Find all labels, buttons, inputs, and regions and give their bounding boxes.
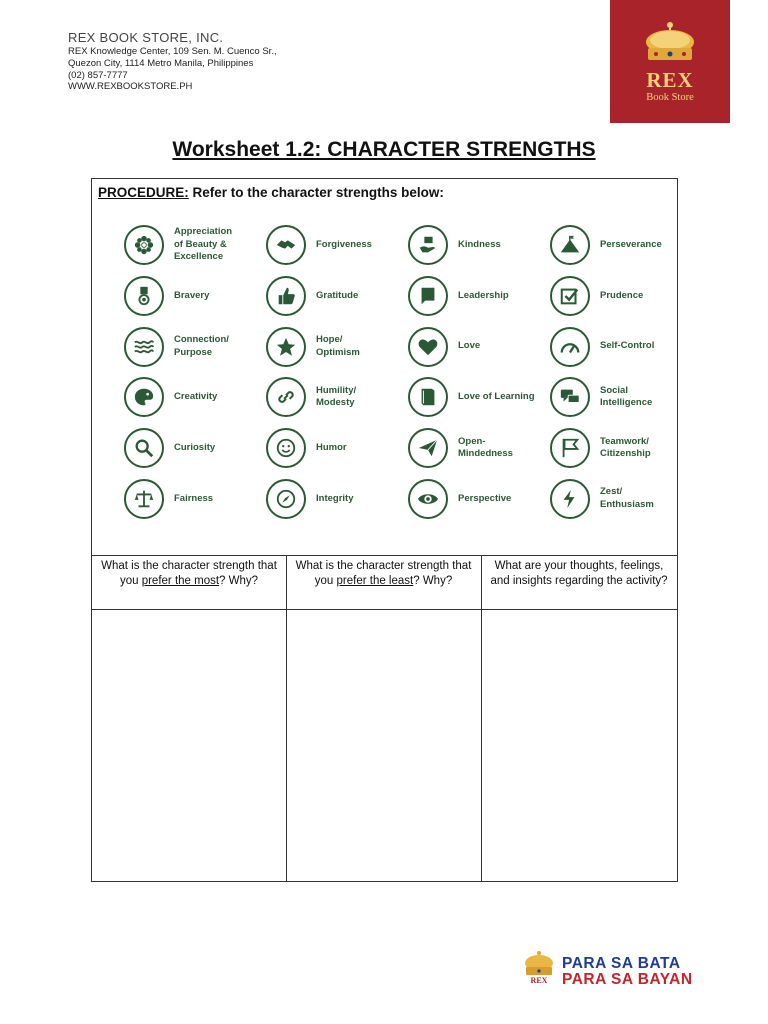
strength-item <box>550 221 692 269</box>
book-icon <box>408 377 448 417</box>
palette-icon <box>124 377 164 417</box>
strength-label: Integrity <box>316 492 354 504</box>
company-name: REX BOOK STORE, INC. <box>68 30 224 45</box>
strength-item <box>266 323 408 371</box>
strength-item <box>550 424 692 472</box>
eye-icon <box>408 479 448 519</box>
answer-thoughts-area[interactable] <box>482 610 677 882</box>
strength-item <box>124 373 266 421</box>
strength-item <box>266 272 408 320</box>
strength-item <box>550 272 692 320</box>
link-icon <box>266 377 306 417</box>
strength-label: Curiosity <box>174 441 216 453</box>
question-least-why: ? Why? <box>413 575 453 587</box>
gauge-icon <box>550 327 590 367</box>
slogan-line-1: PARA SA BATA <box>562 955 681 972</box>
flag-icon <box>408 276 448 316</box>
star-icon <box>266 327 306 367</box>
chat-bubbles-icon <box>550 377 590 417</box>
question-least-emphasis: prefer the least <box>336 575 414 587</box>
strength-item <box>408 221 550 269</box>
strength-item <box>408 373 550 421</box>
magnifier-icon <box>124 428 164 468</box>
company-info <box>68 30 368 93</box>
small-crown-icon <box>522 950 556 978</box>
question-least-text: What is the character strength that you <box>295 560 472 587</box>
strength-item <box>266 424 408 472</box>
procedure-text: Refer to the character strengths below: <box>188 185 444 200</box>
question-thoughts-text: What are your thoughts, feelings, and insights regarding the activity? <box>490 560 668 587</box>
procedure-label: PROCEDURE: <box>98 185 189 200</box>
worksheet-box <box>91 178 678 882</box>
mountain-icon <box>550 225 590 265</box>
strength-label: Forgiveness <box>316 238 372 250</box>
question-most-text: What is the character strength that you <box>101 560 277 587</box>
strength-label: Appreciation of Beauty & Excellence <box>174 226 233 263</box>
strength-label: Bravery <box>174 289 210 301</box>
strength-item <box>408 424 550 472</box>
strength-label: Fairness <box>174 492 214 504</box>
smiley-icon <box>266 428 306 468</box>
answer-least-area[interactable] <box>287 610 481 882</box>
strength-label: Kindness <box>458 238 501 250</box>
strength-label: Gratitude <box>316 289 359 301</box>
question-most-emphasis: prefer the most <box>141 575 220 587</box>
strength-label: Love of Learning <box>458 391 535 403</box>
strengths-row <box>124 475 684 526</box>
strength-item <box>124 272 266 320</box>
scales-icon <box>124 479 164 519</box>
question-thoughts <box>481 555 677 609</box>
company-address-1: REX Knowledge Center, 109 Sen. M. Cuenco Sr., <box>68 46 277 57</box>
strength-label: Perseverance <box>600 238 662 250</box>
question-most-why: ? Why? <box>219 575 259 587</box>
strength-label: Zest/ Enthusiasm <box>600 486 654 510</box>
handshake-icon <box>266 225 306 265</box>
strengths-row <box>124 424 684 475</box>
strength-item <box>124 424 266 472</box>
checkbox-icon <box>550 276 590 316</box>
strength-item <box>124 475 266 523</box>
question-least <box>286 555 481 609</box>
answer-most-area[interactable] <box>92 610 286 882</box>
procedure-heading <box>98 185 444 200</box>
company-address-2: Quezon City, 1114 Metro Manila, Philippines <box>68 57 254 69</box>
strength-label: Connection/ Purpose <box>174 334 229 358</box>
heart-icon <box>408 327 448 367</box>
paper-plane-icon <box>408 428 448 468</box>
strength-label: Humility/ Modesty <box>316 384 357 409</box>
lightning-icon <box>550 479 590 519</box>
strength-item <box>124 323 266 371</box>
medal-icon <box>124 276 164 316</box>
compass-icon <box>266 479 306 519</box>
waves-icon <box>124 327 164 367</box>
worksheet-title: Worksheet 1.2: CHARACTER STRENGTHS <box>172 138 596 161</box>
strength-item <box>124 221 266 269</box>
strength-item <box>408 323 550 371</box>
strength-item <box>550 475 692 523</box>
strength-label: Prudence <box>600 289 644 301</box>
flower-icon <box>124 225 164 265</box>
strengths-row <box>124 221 684 272</box>
company-phone: (02) 857-7777 <box>68 69 128 81</box>
para-sa-bata-logo <box>522 950 712 995</box>
strength-label: Humor <box>316 441 347 453</box>
logo-rex-text: REX <box>646 68 694 92</box>
strengths-grid <box>124 221 684 526</box>
thumbs-up-icon <box>266 276 306 316</box>
crown-icon <box>640 20 700 68</box>
strength-item <box>408 272 550 320</box>
rex-logo <box>610 0 730 123</box>
strength-label: Social Intelligence <box>600 384 653 409</box>
strength-label: Leadership <box>458 289 509 301</box>
question-most <box>92 555 286 609</box>
strength-item <box>266 475 408 523</box>
gift-hand-icon <box>408 225 448 265</box>
strength-label: Love <box>458 340 481 352</box>
strength-item <box>266 373 408 421</box>
strength-item <box>550 373 692 421</box>
strengths-row <box>124 323 684 374</box>
small-rex-text: REX <box>530 976 548 985</box>
strength-label: Hope/ Optimism <box>316 334 360 358</box>
strength-label: Teamwork/ Citizenship <box>600 435 651 460</box>
strength-label: Open- Mindedness <box>458 435 513 460</box>
strength-item <box>266 221 408 269</box>
strength-item <box>408 475 550 523</box>
pennant-icon <box>550 428 590 468</box>
strength-item <box>550 323 692 371</box>
logo-book-store-text: Book Store <box>646 92 694 103</box>
strength-label: Perspective <box>458 492 512 504</box>
strengths-row <box>124 373 684 424</box>
strength-label: Creativity <box>174 391 218 403</box>
company-website: WWW.REXBOOKSTORE.PH <box>68 81 193 93</box>
strengths-row <box>124 272 684 323</box>
strength-label: Self-Control <box>600 340 655 352</box>
slogan-line-2: PARA SA BAYAN <box>562 971 693 988</box>
